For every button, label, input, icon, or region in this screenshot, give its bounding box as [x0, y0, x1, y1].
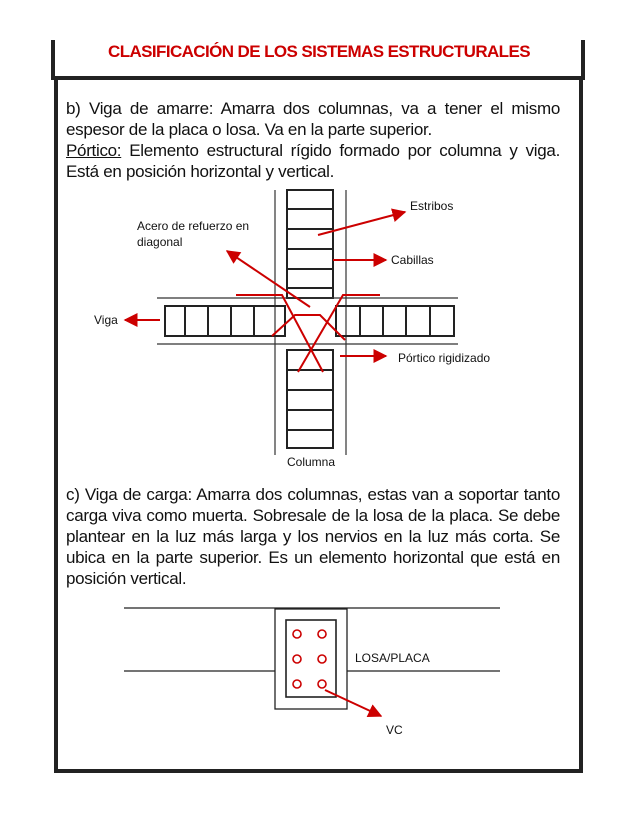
- section-c-paragraph: c) Viga de carga: Amarra dos columnas, estas van a soportar tanto carga viva como muerta. Sobresale de la losa de la placa. Se debe plantear en la luz más larga y los nervios en la luz más corta. Se ubica en la parte superior. Es un elemento horizontal que está en posición vertical.: [66, 485, 560, 588]
- label-cabillas: Cabillas: [391, 253, 434, 267]
- page-title: CLASIFICACIÓN DE LOS SISTEMAS ESTRUCTURALES: [108, 42, 530, 61]
- label-losa-placa: LOSA/PLACA: [355, 651, 430, 665]
- portico-text: Elemento estructural rígido formado por columna y viga. Está en posición horizontal y vertical.: [66, 141, 560, 181]
- beam-section: [275, 609, 347, 709]
- label-portico-rigidizado: Pórtico rigidizado: [398, 351, 491, 365]
- rebar-circles: [293, 630, 326, 688]
- slab-lines: [124, 608, 500, 671]
- label-acero: Acero de refuerzo en diagonal: [137, 219, 250, 249]
- label-vc: VC: [386, 723, 403, 737]
- label-estribos: Estribos: [410, 199, 454, 213]
- portico-term: Pórtico:: [66, 141, 122, 160]
- label-viga: Viga: [94, 313, 118, 327]
- arrow-vc: [325, 690, 381, 716]
- label-columna: Columna: [287, 455, 336, 469]
- section-b-text: b) Viga de amarre: Amarra dos columnas, va a tener el mismo espesor de la placa o losa. Va en la parte superior.: [66, 99, 560, 139]
